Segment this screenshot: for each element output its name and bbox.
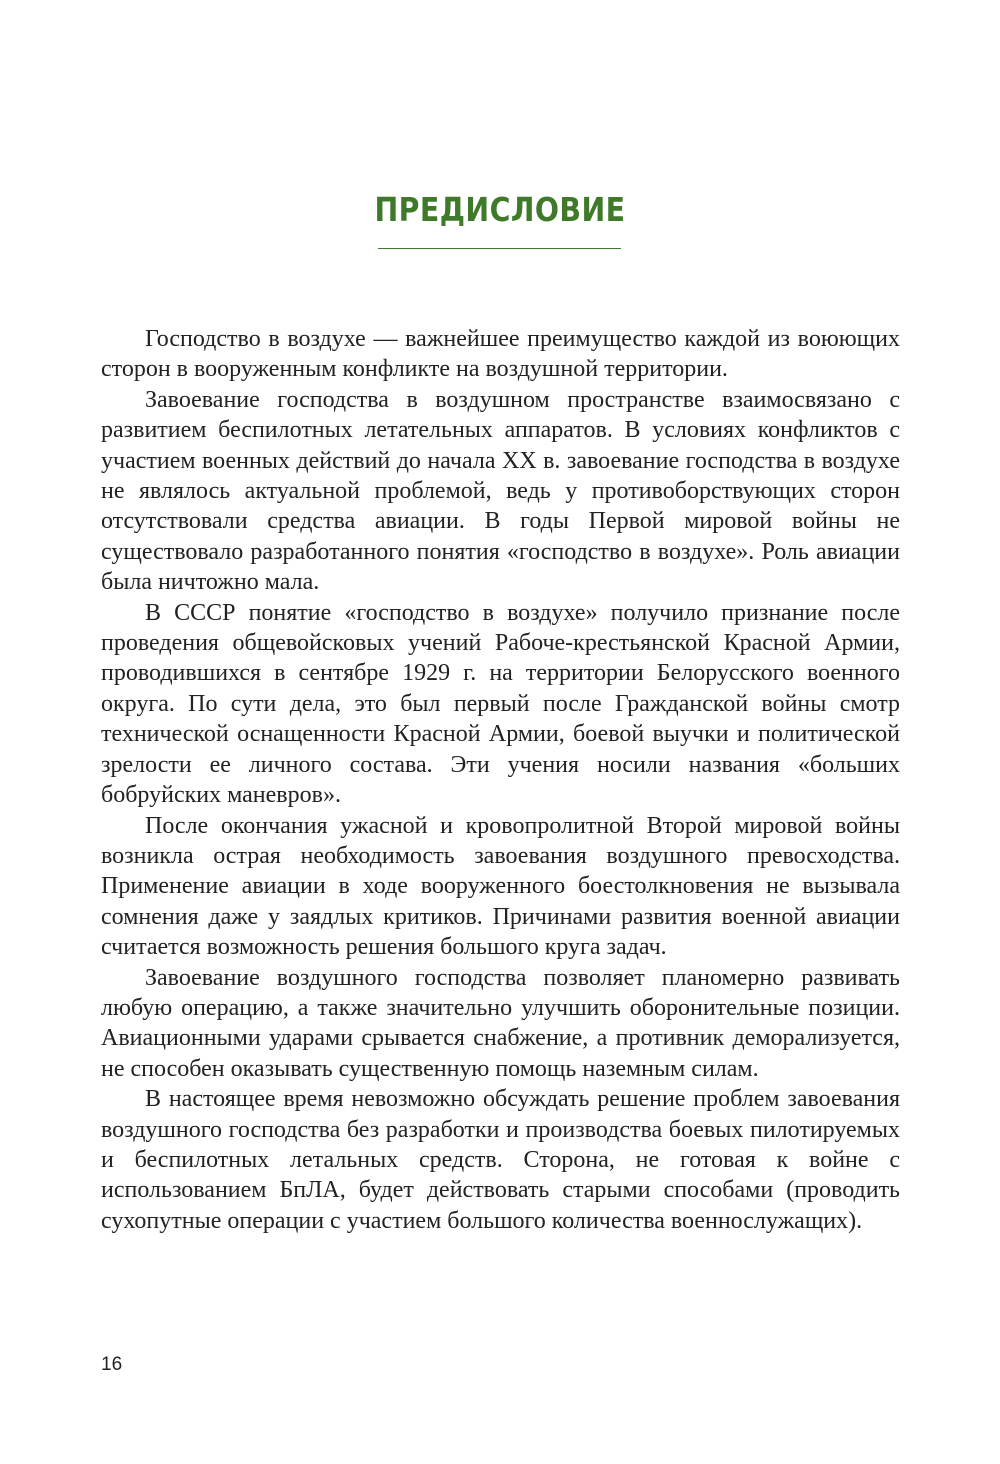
paragraph-3: В СССР понятие «господство в воздухе» получило признание после проведения общевойсковых учений Рабоче-крестьянской Красной Армии, проводившихся в сентябре 1929 г. на территории Белорусского военного округа. По сути дела, это был первый после Гражданской войны смотр технической оснащенности Красной Армии, боевой выучки и политической зрелости ее личного состава. Эти учения носили названия «больших бобруйских маневров». <box>101 599 900 809</box>
body-text <box>101 324 900 1236</box>
paragraph-1: Господство в воздухе — важнейшее преимущество каждой из воюющих сторон в вооруженным конфликте на воздушной территории. <box>101 326 900 383</box>
paragraph-4: После окончания ужасной и кровопролитной Второй мировой войны возникла острая необходимость завоевания воздушного превосходства. Применение авиации в ходе вооруженного боестолкновения не вызывала сомнения даже у заядлых критиков. Причинами развития военной авиации считается возможность решения большого круга задач. <box>101 812 900 961</box>
paragraph-6: В настоящее время невозможно обсуждать решение проблем завоевания воздушного господства без разработки и производства боевых пилотируемых и беспилотных летальных средств. Сторона, не готовая к войне с использованием БпЛА, будет действовать старыми способами (проводить сухопутные операции с участием большого количества военнослужащих). <box>101 1086 900 1234</box>
paragraph-5: Завоевание воздушного господства позволяет планомерно развивать любую операцию, а также значительно улучшить оборонительные позиции. Авиационными ударами срывается снабжение, а противник деморализуется, не способен оказывать существенную помощь наземным силам. <box>101 964 900 1082</box>
title-underline <box>378 248 621 249</box>
page-number: 16 <box>101 1354 123 1375</box>
paragraph-2: Завоевание господства в воздушном пространстве взаимосвязано с развитием беспилотных летательных аппаратов. В условиях конфликтов с участием военных действий до начала XX в. завоевание господства в воздухе не являлось актуальной проблемой, ведь у противоборствующих сторон отсутствовали средства авиации. В годы Первой мировой войны не существовало разработанного понятия «господство в воздухе». Роль авиации была ничтожно мала. <box>101 386 900 596</box>
page-title: ПРЕДИСЛОВИЕ <box>374 190 626 229</box>
